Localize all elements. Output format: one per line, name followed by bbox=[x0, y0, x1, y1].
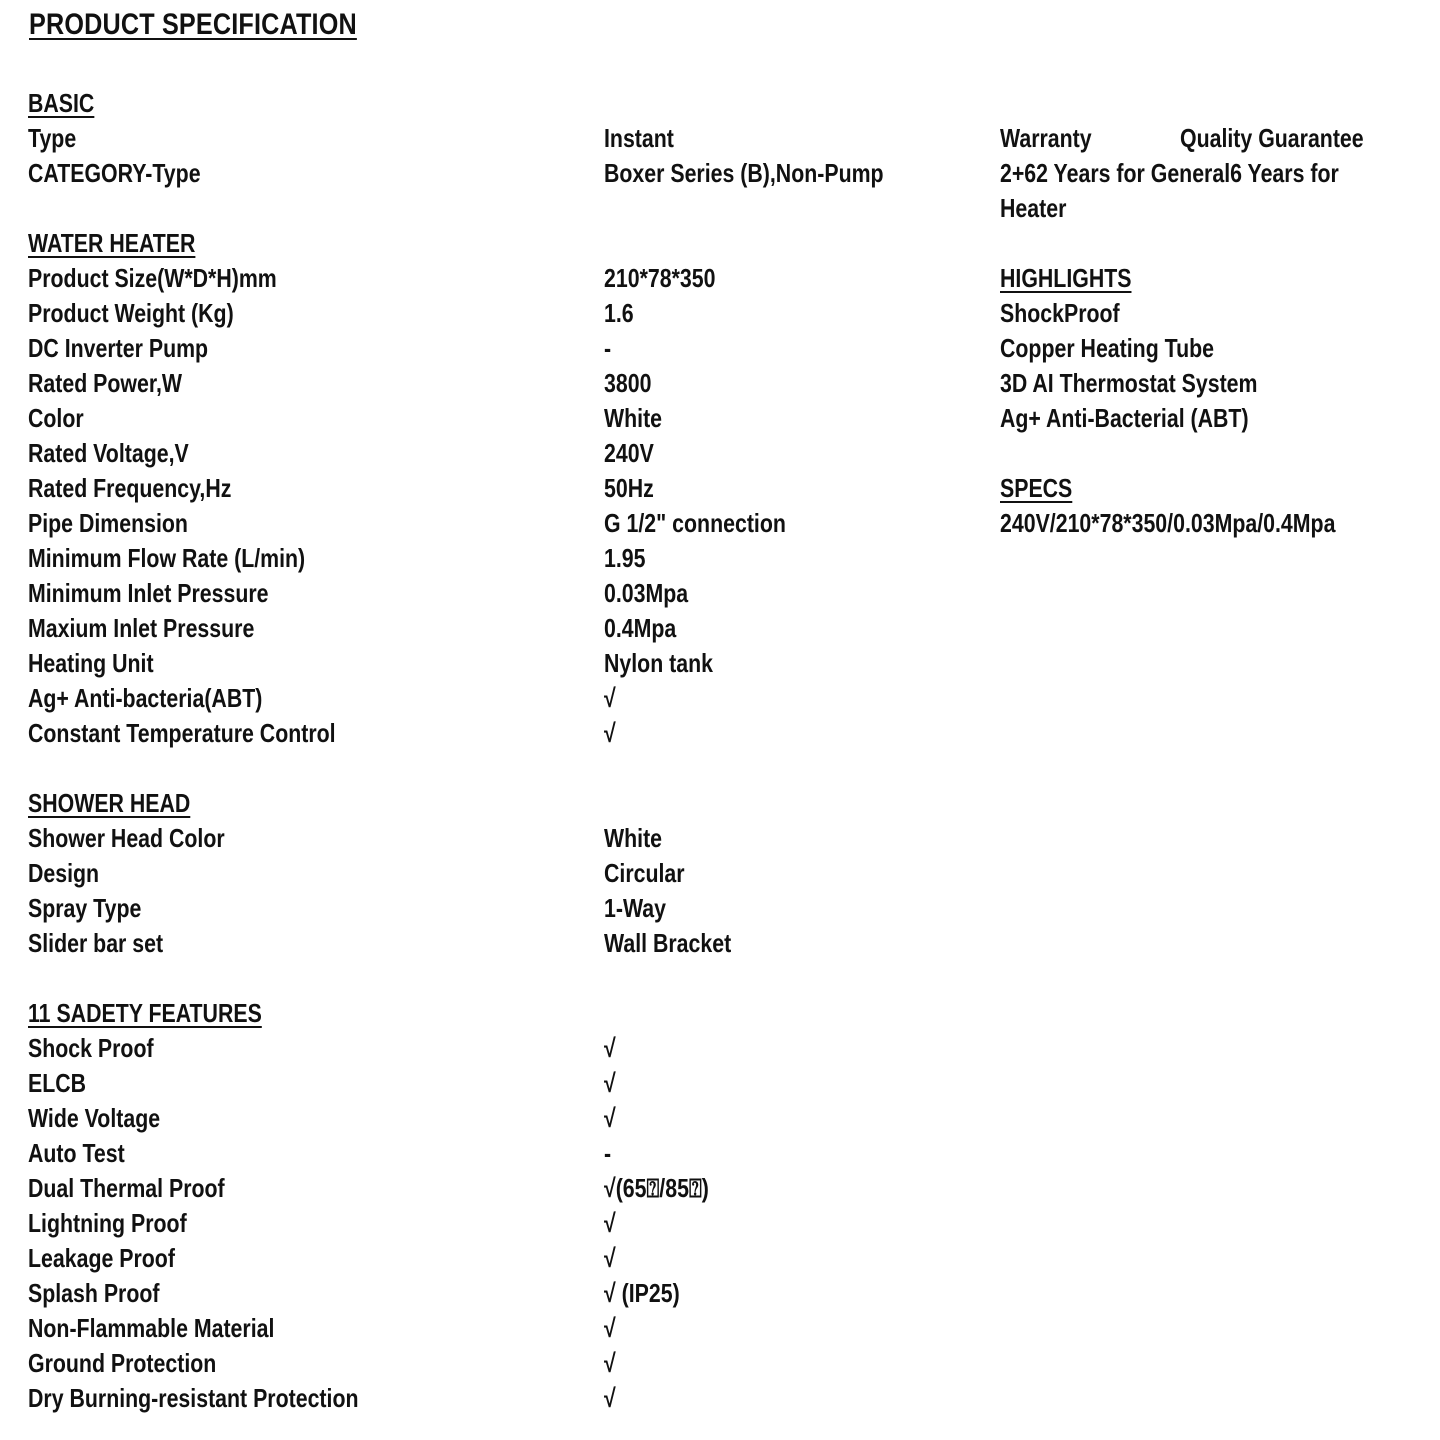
spec-label: DC Inverter Pump bbox=[28, 333, 209, 363]
spec-label: Leakage Proof bbox=[28, 1243, 175, 1273]
spec-value: 1.6 bbox=[604, 298, 634, 328]
highlight-item: Copper Heating Tube bbox=[1000, 333, 1214, 363]
spec-label: Design bbox=[28, 858, 100, 888]
section-heading-specs: SPECS bbox=[1000, 473, 1073, 503]
section-heading-basic: BASIC bbox=[28, 88, 95, 118]
spec-value: √ bbox=[604, 1383, 616, 1413]
spec-value: 1.95 bbox=[604, 543, 646, 573]
page-title: PRODUCT SPECIFICATION bbox=[29, 8, 357, 41]
spec-label-type: Type bbox=[28, 123, 77, 153]
spec-label: Product Weight (Kg) bbox=[28, 298, 234, 328]
spec-label: Dry Burning-resistant Protection bbox=[28, 1383, 359, 1413]
spec-label: Rated Frequency,Hz bbox=[28, 473, 232, 503]
spec-label: Auto Test bbox=[28, 1138, 125, 1168]
spec-label: Rated Voltage,V bbox=[28, 438, 189, 468]
spec-label: Rated Power,W bbox=[28, 368, 183, 398]
spec-label: Wide Voltage bbox=[28, 1103, 161, 1133]
spec-label: Heating Unit bbox=[28, 648, 154, 678]
spec-value: 50Hz bbox=[604, 473, 654, 503]
spec-value: 240V bbox=[604, 438, 654, 468]
spec-label: Spray Type bbox=[28, 893, 142, 923]
section-heading-shower-head: SHOWER HEAD bbox=[28, 788, 191, 818]
spec-label: ELCB bbox=[28, 1068, 87, 1098]
spec-value: Nylon tank bbox=[604, 648, 713, 678]
spec-value: 0.03Mpa bbox=[604, 578, 689, 608]
spec-value: √ bbox=[604, 1208, 616, 1238]
spec-label: Ag+ Anti-bacteria(ABT) bbox=[28, 683, 263, 713]
spec-value: √ (IP25) bbox=[604, 1278, 680, 1308]
spec-value: √ bbox=[604, 1243, 616, 1273]
spec-value: 3800 bbox=[604, 368, 652, 398]
spec-value: √ bbox=[604, 1068, 616, 1098]
warranty-title: Quality Guarantee bbox=[1180, 123, 1364, 153]
highlight-item: Ag+ Anti-Bacterial (ABT) bbox=[1000, 403, 1249, 433]
section-heading-safety-features: 11 SADETY FEATURES bbox=[28, 998, 262, 1028]
spec-label: Color bbox=[28, 403, 84, 433]
spec-value: White bbox=[604, 403, 663, 433]
spec-label: Minimum Inlet Pressure bbox=[28, 578, 269, 608]
specs-value: 240V/210*78*350/0.03Mpa/0.4Mpa bbox=[1000, 508, 1336, 538]
spec-value: √ bbox=[604, 718, 616, 748]
spec-value: 0.4Mpa bbox=[604, 613, 677, 643]
spec-value: √(65⍰/85⍰) bbox=[604, 1173, 709, 1203]
warranty-text-line1: 2+62 Years for General6 Years for bbox=[1000, 158, 1339, 188]
spec-value: 1-Way bbox=[604, 893, 667, 923]
spec-value: White bbox=[604, 823, 663, 853]
spec-label: Product Size(W*D*H)mm bbox=[28, 263, 277, 293]
spec-label: Slider bar set bbox=[28, 928, 164, 958]
spec-label: Maxium Inlet Pressure bbox=[28, 613, 255, 643]
highlight-item: ShockProof bbox=[1000, 298, 1120, 328]
warranty-label: Warranty bbox=[1000, 123, 1092, 153]
spec-label: Splash Proof bbox=[28, 1278, 160, 1308]
spec-value: 210*78*350 bbox=[604, 263, 716, 293]
spec-value: - bbox=[604, 1138, 612, 1168]
spec-label: Shower Head Color bbox=[28, 823, 225, 853]
spec-label: Ground Protection bbox=[28, 1348, 217, 1378]
highlight-item: 3D AI Thermostat System bbox=[1000, 368, 1258, 398]
spec-label: Pipe Dimension bbox=[28, 508, 188, 538]
spec-value: - bbox=[604, 333, 612, 363]
spec-label-category: CATEGORY-Type bbox=[28, 158, 201, 188]
spec-value: Wall Bracket bbox=[604, 928, 732, 958]
spec-label: Lightning Proof bbox=[28, 1208, 187, 1238]
spec-value: √ bbox=[604, 1313, 616, 1343]
spec-label: Constant Temperature Control bbox=[28, 718, 336, 748]
spec-label: Dual Thermal Proof bbox=[28, 1173, 225, 1203]
spec-value: Circular bbox=[604, 858, 685, 888]
spec-label: Shock Proof bbox=[28, 1033, 154, 1063]
spec-value: √ bbox=[604, 1348, 616, 1378]
spec-value: G 1/2" connection bbox=[604, 508, 786, 538]
section-heading-highlights: HIGHLIGHTS bbox=[1000, 263, 1132, 293]
warranty-text-line2: Heater bbox=[1000, 193, 1067, 223]
spec-value: √ bbox=[604, 1033, 616, 1063]
spec-value-type: Instant bbox=[604, 123, 674, 153]
section-heading-water-heater: WATER HEATER bbox=[28, 228, 196, 258]
spec-value: √ bbox=[604, 683, 616, 713]
spec-value: √ bbox=[604, 1103, 616, 1133]
spec-value-category: Boxer Series (B),Non-Pump bbox=[604, 158, 884, 188]
spec-label: Minimum Flow Rate (L/min) bbox=[28, 543, 306, 573]
spec-label: Non-Flammable Material bbox=[28, 1313, 275, 1343]
